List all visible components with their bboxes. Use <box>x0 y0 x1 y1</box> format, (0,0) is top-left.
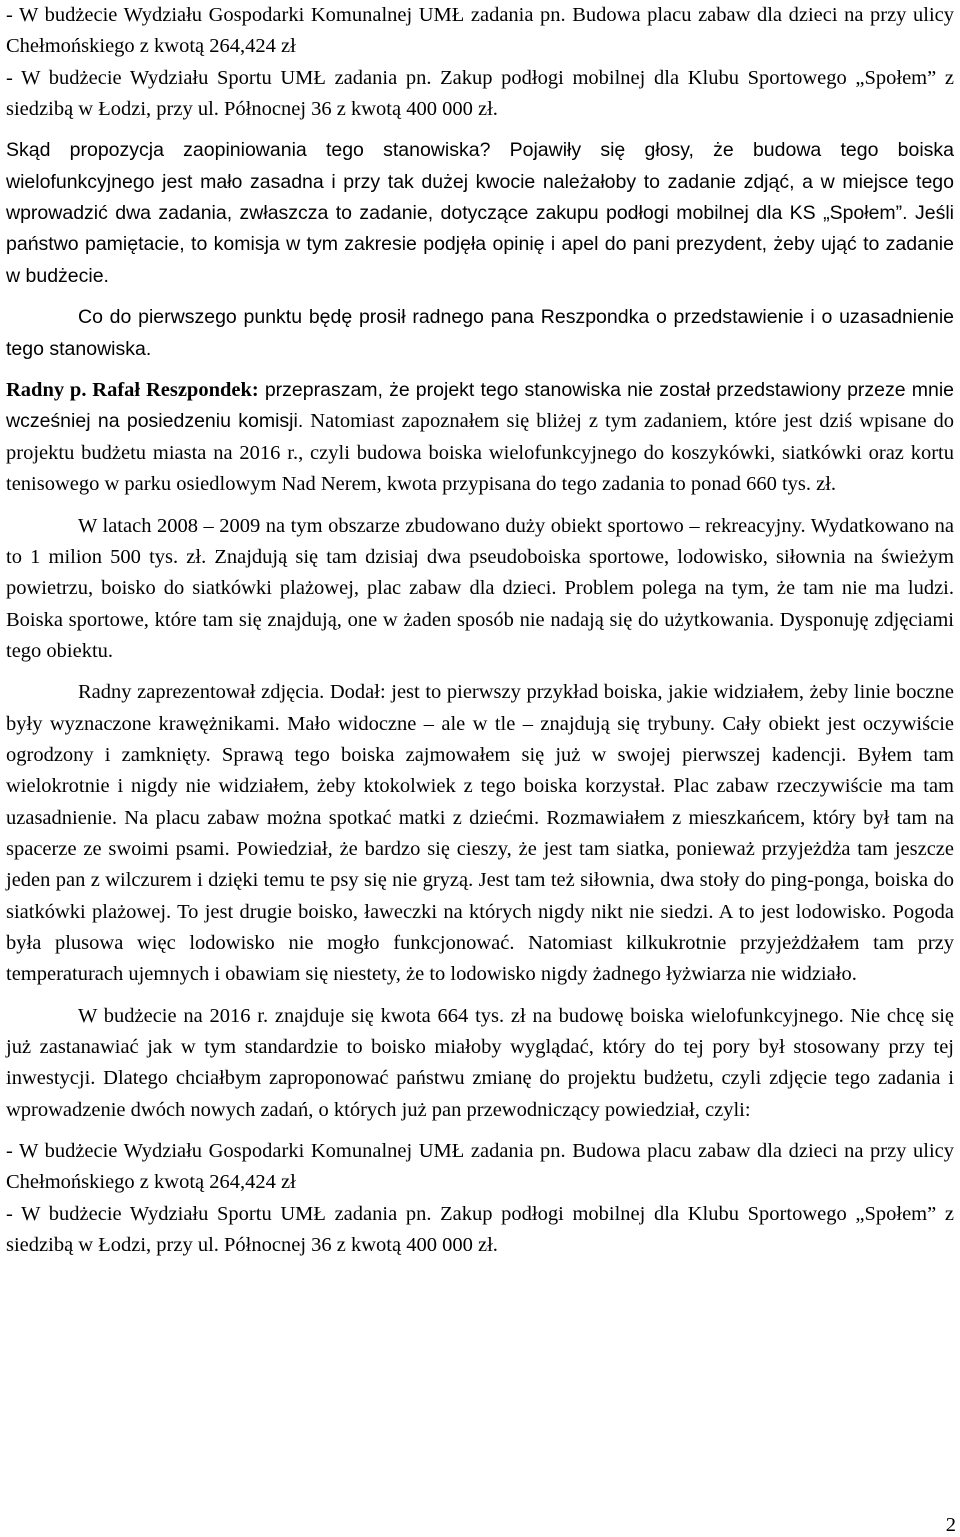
document-page <box>6 0 954 1261</box>
paragraph-councillor-statement <box>6 375 954 500</box>
paragraph-budget-proposal: W budżecie na 2016 r. znajduje się kwota 664 tys. zł na budowę boiska wielofunkcyjnego. Nie chcę się już zastanawiać jak w tym standardzie to boisko miałoby wyglądać, który do tej pory był stosowany przy tej inwestycji. Dlatego chciałbym zaproponować państwu zmianę do projektu budżetu, czyli zdjęcie tego zadania i wprowadzenie dwóch nowych zadań, o których już pan przewodniczący powiedział, czyli: <box>6 1004 954 1121</box>
paragraph-history: W latach 2008 – 2009 na tym obszarze zbudowano duży obiekt sportowo – rekreacyjny. Wydatkowano na to 1 milion 500 tys. zł. Znajdują się tam dzisiaj dwa pseudoboiska sportowe, lodowisko, siłownia na świeżym powietrzu, boisko do siatkówki plażowej, plac zabaw dla dzieci. Problem polega na tym, że tam nie ma ludzi. Boiska sportowe, które tam się znajdują, one w żaden sposób nie nadają się do użytkowania. Dysponuję zdjęciami tego obiektu. <box>6 514 954 662</box>
paragraph-budget-item-1: - W budżecie Wydziału Gospodarki Komunalnej UMŁ zadania pn. Budowa placu zabaw dla dzieci na przy ulicy Chełmońskiego z kwotą 264,424 zł <box>6 4 954 58</box>
page-number: 2 <box>945 1514 956 1536</box>
paragraph-chair-request: Co do pierwszego punktu będę prosił radnego pana Reszpondka o przedstawienie i o uzasadnienie tego stanowiska. <box>6 306 954 360</box>
paragraph-chair-question: Skąd propozycja zaopiniowania tego stanowiska? Pojawiły się głosy, że budowa tego boiska wielofunkcyjnego jest mało zasadna i przy tak dużej kwocie należałoby to zadanie zdjąć, a w miejsce tego wprowadzić dwa zadania, zwłaszcza to zadanie, dotyczące zakupu podłogi mobilnej dla KS „Społem”. Jeśli państwo pamiętacie, to komisja w tym zakresie podjęła opinię i apel do pani prezydent, żeby ująć to zadanie w budżecie. <box>6 139 954 287</box>
paragraph-budget-item-1-repeat: - W budżecie Wydziału Gospodarki Komunalnej UMŁ zadania pn. Budowa placu zabaw dla dzieci na przy ulicy Chełmońskiego z kwotą 264,424 zł <box>6 1140 954 1194</box>
paragraph-budget-item-2: - W budżecie Wydziału Sportu UMŁ zadania pn. Zakup podłogi mobilnej dla Klubu Sportowego „Społem” z siedzibą w Łodzi, przy ul. Północnej 36 z kwotą 400 000 zł. <box>6 66 954 120</box>
speaker-name: Radny p. Rafał Reszpondek: <box>6 379 259 402</box>
statement-sans-part: przepraszam, że projekt tego stanowiska nie został przedstawiony przeze mnie wcześniej na posiedzeniu komisji. <box>6 379 954 433</box>
paragraph-photos: Radny zaprezentował zdjęcia. Dodał: jest to pierwszy przykład boiska, jakie widziałem, żeby linie boczne były wyznaczone krawężnikami. Mało widoczne – ale w tle – znajdują się trybuny. Cały obiekt jest oczywiście ogrodzony i zamknięty. Sprawą tego boiska zajmowałem się już w swojej pierwszej kadencji. Byłem tam wielokrotnie i nigdy nie widziałem, żeby ktokolwiek z tego boiska korzystał. Plac zabaw rzeczywiście ma tam uzasadnienie. Na placu zabaw można spotkać matki z dziećmi. Rozmawiałem z mieszkańcem, który był tam na spacerze ze swoimi psami. Powiedział, że bardzo się cieszy, że jest tam siatka, ponieważ przyjeżdża tam jeszcze jeden pan z wilczurem i dzięki temu te psy się nie gryzą. Jest tam też siłownia, dwa stoły do ping-ponga, boiska do siatkówki plażowej. To jest drugie boisko, ławeczki na których nigdy nikt nie siedzi. A to jest lodowisko. Pogoda była plusowa więc lodowisko nie mogło funkcjonować. Natomiast kilkukrotnie przyjeżdżałem tam przy temperaturach ujemnych i obawiam się niestety, że to lodowisko nigdy żadnego łyżwiarza nie widziało. <box>6 681 954 986</box>
paragraph-budget-item-2-repeat: - W budżecie Wydziału Sportu UMŁ zadania pn. Zakup podłogi mobilnej dla Klubu Sportowego „Społem” z siedzibą w Łodzi, przy ul. Północnej 36 z kwotą 400 000 zł. <box>6 1202 954 1257</box>
statement-serif-part: Natomiast zapoznałem się bliżej z tym zadaniem, które jest dziś wpisane do projektu budżetu miasta na 2016 r., czyli budowa boiska wielofunkcyjnego do koszykówki, siatkówki oraz kortu tenisowego w parku osiedlowym Nad Nerem, kwota przypisana do tego zadania to ponad 660 tys. zł. <box>6 410 954 496</box>
